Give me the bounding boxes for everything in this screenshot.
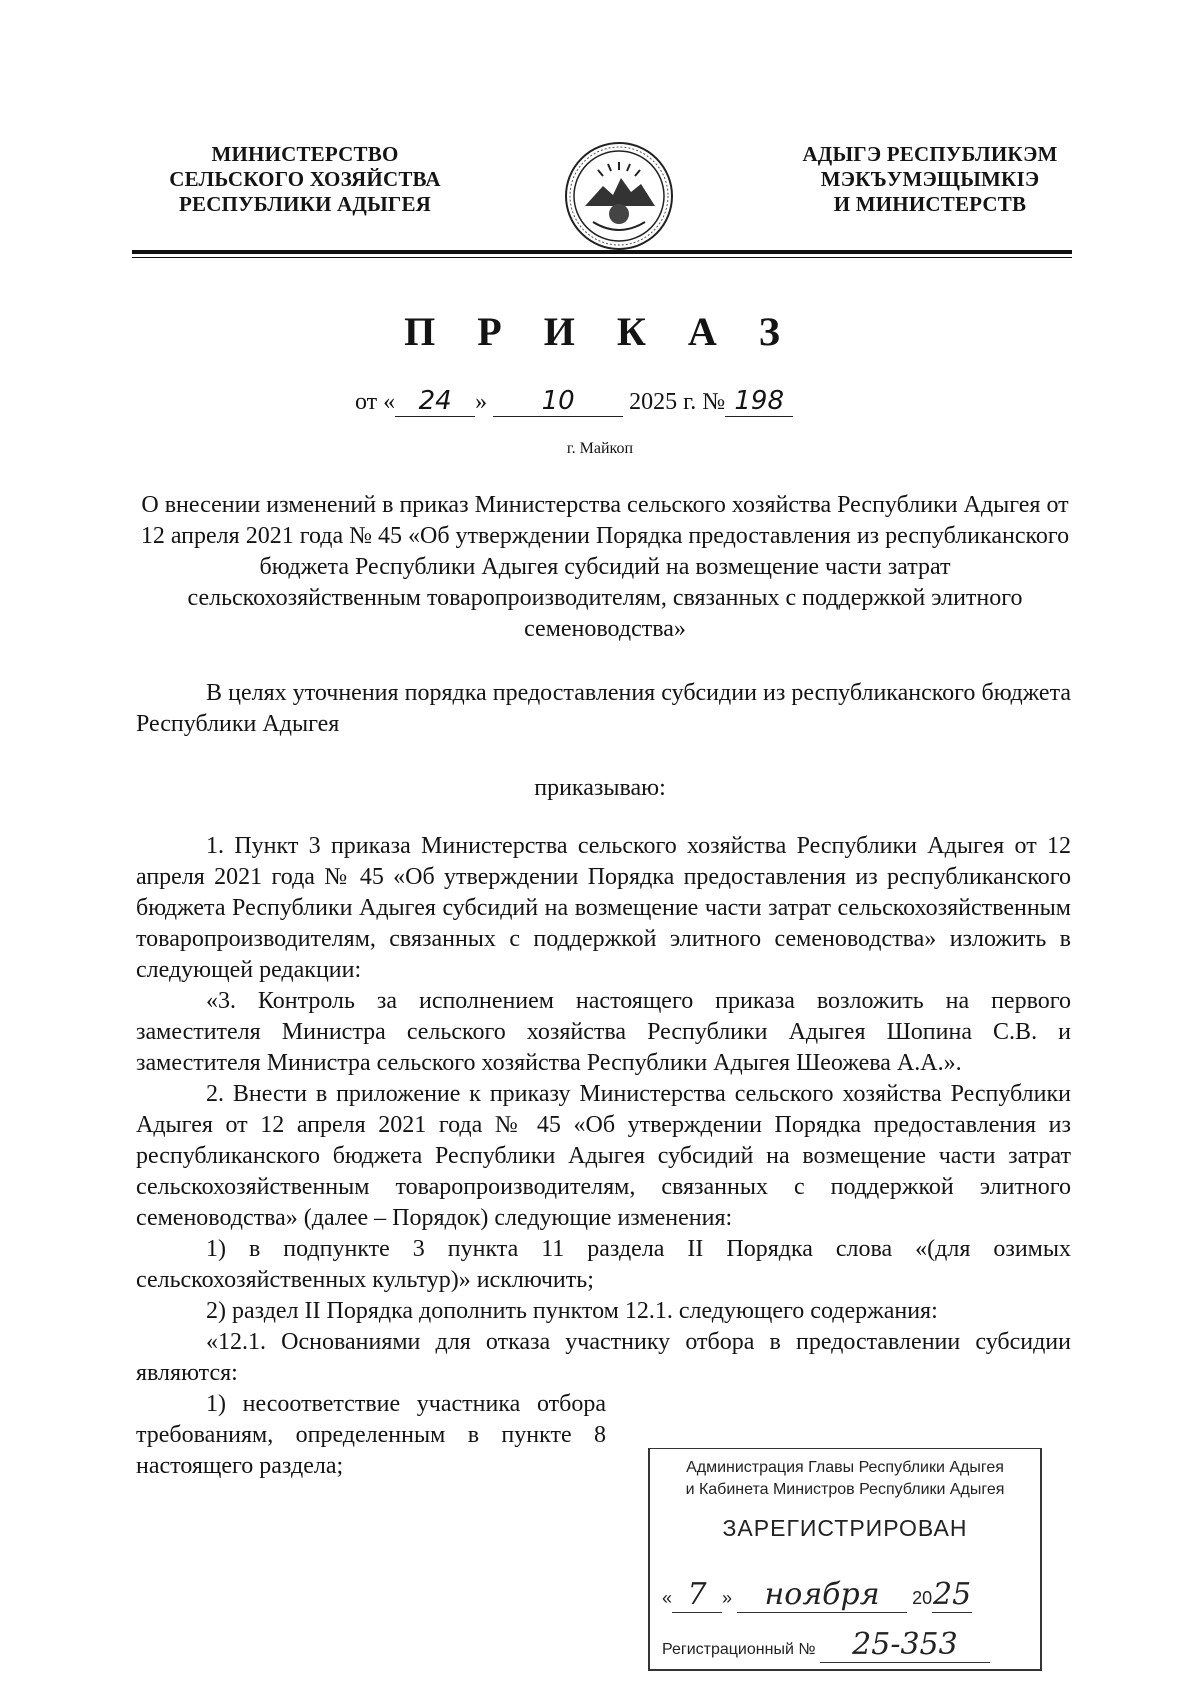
order-date-line (355, 386, 793, 417)
header-divider-thick (132, 250, 1072, 254)
order-number: 198 (725, 386, 793, 417)
stamp-open-quote: « (662, 1588, 673, 1608)
preamble (136, 678, 1071, 740)
header-left-line-1: МИНИСТЕРСТВО (211, 142, 399, 166)
header-right-line-2: МЭКЪУМЭЩЫМКIЭ (820, 167, 1040, 191)
coat-of-arms-icon (563, 140, 676, 252)
stamp-day: 7 (672, 1577, 722, 1613)
header-right-line-1: АДЫГЭ РЕСПУБЛИКЭМ (802, 142, 1058, 166)
stamp-registration-number-row (662, 1627, 990, 1663)
order-subject: О внесении изменений в приказ Министерства сельского хозяйства Республики Адыгея от 12 апреля 2021 года № 45 «Об утверждении Порядка предоставления из республиканского бюджета Республики Адыгея субсидий на возмещение части затрат сельскохозяйственным товаропроизводителям, связанных с поддержкой элитного семеноводства» (140, 492, 1070, 642)
order-year: 2025 г. № (629, 389, 726, 415)
city-name: г. Майкоп (566, 440, 634, 457)
registration-stamp (648, 1448, 1042, 1671)
stamp-status: ЗАРЕГИСТРИРОВАН (722, 1515, 968, 1541)
date-prefix: от « (355, 389, 396, 415)
paragraph: «12.1. Основаниями для отказа участнику отбора в предоставлении субсидии являются: (136, 1329, 1071, 1386)
header-left-line-2: СЕЛЬСКОГО ХОЗЯЙСТВА (169, 167, 441, 191)
stamp-reg-label: Регистрационный № (662, 1641, 816, 1658)
stamp-year: 25 (933, 1577, 972, 1612)
order-day: 24 (395, 386, 475, 417)
paragraph: 1. Пункт 3 приказа Министерства сельского хозяйства Республики Адыгея от 12 апреля 2021 года № 45 «Об утверждении Порядка предоставления из республиканского бюджета Республики Адыгея субсидий на возмещение части затрат сельскохозяйственным товаропроизводителям, связанных с поддержкой элитного семеноводства» изложить в следующей редакции: (136, 833, 1071, 983)
stamp-reg-number: 25-353 (820, 1627, 990, 1663)
header-divider-thin (132, 257, 1072, 258)
paragraph: 1) в подпункте 3 пункта 11 раздела II Порядка слова «(для озимых сельскохозяйственных культур)» исключить; (136, 1236, 1071, 1293)
stamp-year-prefix: 20 (912, 1588, 933, 1608)
ministry-name-russian (135, 142, 475, 217)
order-body (136, 831, 1071, 1482)
stamp-organization (650, 1457, 1040, 1501)
paragraph: 1) несоответствие участника отбора требованиям, определенным в пункте 8 настоящего раздела; (136, 1391, 606, 1479)
ministry-name-adyghe (775, 142, 1085, 217)
header-right-line-3: И МИНИСТЕРСТВ (833, 192, 1027, 216)
stamp-org-line-1: Администрация Главы Республики Адыгея (686, 1459, 1004, 1476)
paragraph: 2) раздел II Порядка дополнить пунктом 12.1. следующего содержания: (206, 1298, 938, 1324)
document-title: П Р И К А З (404, 309, 796, 354)
paragraph: «3. Контроль за исполнением настоящего приказа возложить на первого заместителя Министра сельского хозяйства Республики Адыгея Шопина С.В. и заместителя Министра сельского хозяйства Республики Адыгея Шеожева А.А.». (136, 988, 1071, 1076)
stamp-close-quote: » (722, 1588, 733, 1608)
date-mid: » (475, 389, 488, 415)
order-word: приказываю: (534, 775, 666, 801)
header-left-line-3: РЕСПУБЛИКИ АДЫГЕЯ (178, 192, 432, 216)
stamp-month: ноября (737, 1577, 907, 1613)
stamp-date (662, 1577, 972, 1613)
order-month: 10 (493, 386, 623, 417)
paragraph: 2. Внести в приложение к приказу Министерства сельского хозяйства Республики Адыгея от 12 апреля 2021 года № 45 «Об утверждении Порядка предоставления из республиканского бюджета Республики Адыгея субсидий на возмещение части затрат сельскохозяйственным товаропроизводителям, связанных с поддержкой элитного семеноводства» (далее – Порядок) следующие изменения: (136, 1081, 1071, 1231)
preamble-text: В целях уточнения порядка предоставления субсидии из республиканского бюджета Республики Адыгея (136, 680, 1071, 737)
stamp-org-line-2: и Кабинета Министров Республики Адыгея (685, 1481, 1005, 1498)
